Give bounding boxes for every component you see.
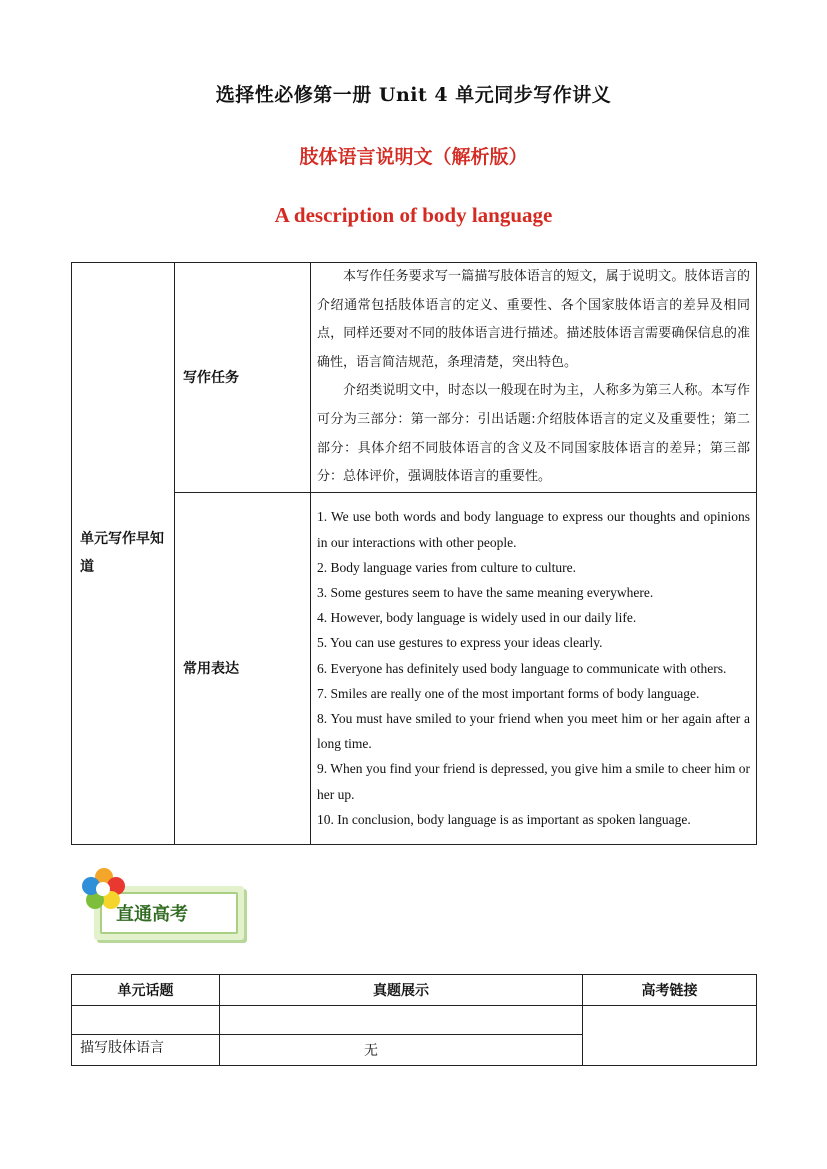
section-label-cell xyxy=(72,263,175,845)
page-subtitle-english: A description of body language xyxy=(274,203,553,227)
topic-cell: 描写肢体语言 xyxy=(72,1035,220,1066)
section-badge xyxy=(80,866,246,942)
expression-item: 2. Body language varies from culture to culture. xyxy=(317,559,577,575)
expression-item: 10. In conclusion, body language is as important as spoken language. xyxy=(317,811,691,827)
header-questions: 真题展示 xyxy=(220,975,583,1006)
task-content xyxy=(311,263,757,493)
task-label-cell xyxy=(175,263,311,493)
expression-item: 5. You can use gestures to express your ideas clearly. xyxy=(317,635,603,651)
overview-table xyxy=(71,262,757,845)
questions-cell: 无 xyxy=(220,1035,583,1066)
expressions-label-cell xyxy=(175,492,311,844)
exam-table xyxy=(71,974,757,1066)
task-label: 写作任务 xyxy=(183,370,239,387)
badge-label: 直通高考 xyxy=(116,904,188,925)
expression-item: 9. When you find your friend is depressed, you give him a smile to cheer him or her up. xyxy=(317,761,750,802)
expression-item: 4. However, body language is widely used in our daily life. xyxy=(317,610,637,626)
expression-item: 3. Some gestures seem to have the same meaning everywhere. xyxy=(317,585,654,601)
expression-item: 8. You must have smiled to your friend when you meet him or her again after a long time. xyxy=(317,711,750,752)
link-cell xyxy=(583,1006,757,1066)
task-paragraph: 介绍类说明文中，时态以一般现在时为主，人称多为第三人称。本写作可分为三部分：第一部分：引出话题:介绍肢体语言的定义及重要性；第二部分：具体介绍不同肢体语言的含义及不同国家肢体语言的差异；第三部分：总体评价，强调肢体语言的重要性。 xyxy=(317,383,750,485)
expression-item: 7. Smiles are really one of the most important forms of body language. xyxy=(317,685,700,701)
expression-item: 6. Everyone has definitely used body language to communicate with others. xyxy=(317,660,727,676)
empty-cell xyxy=(220,1006,583,1035)
header-link: 高考链接 xyxy=(583,975,757,1006)
expression-item: 1. We use both words and body language to express our thoughts and opinions in our interactions with other people. xyxy=(317,509,750,550)
section-label: 单元写作早知道 xyxy=(80,531,164,576)
expressions-label: 常用表达 xyxy=(183,661,239,678)
empty-cell xyxy=(72,1006,220,1035)
header-topic: 单元话题 xyxy=(72,975,220,1006)
page-title: 选择性必修第一册 Unit 4 单元同步写作讲义 xyxy=(215,84,612,106)
task-paragraph: 本写作任务要求写一篇描写肢体语言的短文，属于说明文。肢体语言的介绍通常包括肢体语言的定义、重要性、各个国家肢体语言的差异及相同点，同样还要对不同的肢体语言进行描述。描述肢体语言需要确保信息的准确性，语言简洁规范，条理清楚，突出特色。 xyxy=(317,269,750,370)
page-subtitle: 肢体语言说明文（解析版） xyxy=(299,146,528,168)
expressions-list xyxy=(311,492,757,844)
